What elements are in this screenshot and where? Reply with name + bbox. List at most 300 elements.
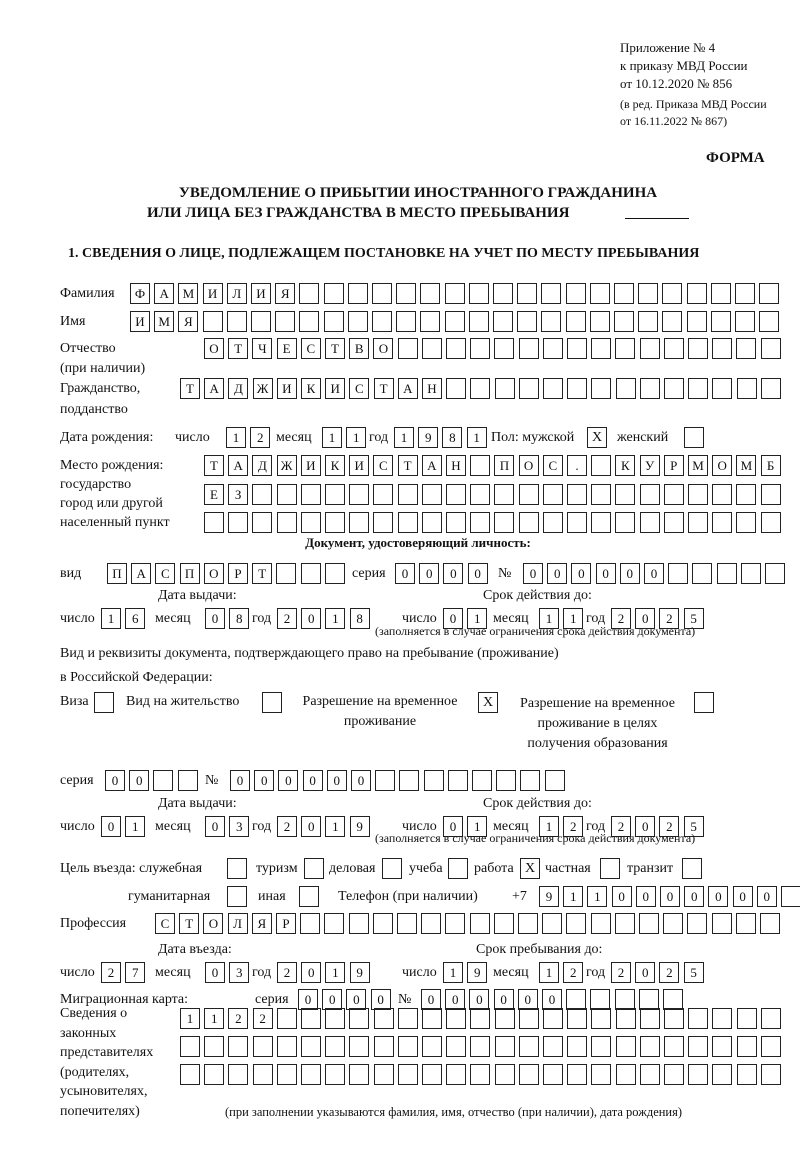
char-cell[interactable]: И (203, 283, 223, 304)
char-cell[interactable] (688, 512, 708, 533)
char-cell[interactable]: О (204, 338, 224, 359)
char-cell[interactable] (687, 311, 707, 332)
char-cell[interactable] (470, 455, 490, 476)
char-cell[interactable]: 0 (395, 563, 415, 584)
char-cell[interactable]: 1 (325, 608, 345, 629)
char-cell[interactable]: Л (227, 283, 247, 304)
char-cell[interactable] (446, 512, 466, 533)
char-cell[interactable]: И (251, 283, 271, 304)
char-cell[interactable] (663, 989, 683, 1010)
char-cell[interactable] (640, 1064, 660, 1085)
char-cell[interactable]: М (178, 283, 198, 304)
char-cell[interactable] (591, 1064, 611, 1085)
char-cell[interactable] (639, 913, 659, 934)
char-cell[interactable]: Ж (277, 455, 297, 476)
char-cell[interactable]: 0 (129, 770, 149, 791)
char-cell[interactable] (519, 1064, 539, 1085)
char-cell[interactable]: 0 (660, 886, 680, 907)
char-cell[interactable]: 5 (684, 816, 704, 837)
char-cell[interactable] (566, 283, 586, 304)
char-cell[interactable]: П (107, 563, 127, 584)
char-cell[interactable] (422, 1064, 442, 1085)
char-cell[interactable]: 1 (226, 427, 246, 448)
char-cell[interactable] (470, 512, 490, 533)
char-cell[interactable] (781, 886, 800, 907)
char-cell[interactable] (398, 484, 418, 505)
char-cell[interactable] (204, 512, 224, 533)
char-cell[interactable] (396, 311, 416, 332)
char-cell[interactable] (664, 1008, 684, 1029)
char-cell[interactable] (761, 338, 781, 359)
char-cell[interactable] (277, 512, 297, 533)
purpose-transit-checkbox[interactable] (682, 858, 702, 879)
char-cell[interactable] (688, 1008, 708, 1029)
char-cell[interactable]: 0 (101, 816, 121, 837)
char-cell[interactable]: 0 (371, 989, 391, 1010)
char-cell[interactable]: 0 (205, 816, 225, 837)
char-cell[interactable] (204, 1036, 224, 1057)
char-cell[interactable] (542, 913, 562, 934)
char-cell[interactable] (372, 311, 392, 332)
char-cell[interactable] (398, 1008, 418, 1029)
char-cell[interactable]: 0 (596, 563, 616, 584)
char-cell[interactable]: 5 (684, 608, 704, 629)
char-cell[interactable] (591, 455, 611, 476)
char-cell[interactable]: 8 (229, 608, 249, 629)
char-cell[interactable] (494, 338, 514, 359)
char-cell[interactable]: 0 (635, 608, 655, 629)
char-cell[interactable] (446, 1008, 466, 1029)
char-cell[interactable] (469, 311, 489, 332)
char-cell[interactable]: 9 (467, 962, 487, 983)
char-cell[interactable]: Т (252, 563, 272, 584)
char-cell[interactable] (640, 338, 660, 359)
char-cell[interactable]: 1 (539, 816, 559, 837)
char-cell[interactable]: О (373, 338, 393, 359)
char-cell[interactable]: Т (179, 913, 199, 934)
char-cell[interactable]: А (204, 378, 224, 399)
char-cell[interactable]: Т (325, 338, 345, 359)
char-cell[interactable]: 0 (443, 816, 463, 837)
char-cell[interactable] (591, 913, 611, 934)
char-cell[interactable] (567, 1036, 587, 1057)
temp-edu-checkbox[interactable] (694, 692, 714, 713)
char-cell[interactable] (228, 1064, 248, 1085)
char-cell[interactable] (299, 283, 319, 304)
char-cell[interactable] (375, 770, 395, 791)
char-cell[interactable] (495, 1036, 515, 1057)
char-cell[interactable] (495, 378, 515, 399)
char-cell[interactable] (664, 1064, 684, 1085)
char-cell[interactable] (640, 1036, 660, 1057)
char-cell[interactable] (591, 512, 611, 533)
char-cell[interactable]: 1 (563, 608, 583, 629)
char-cell[interactable] (662, 283, 682, 304)
char-cell[interactable]: С (373, 455, 393, 476)
char-cell[interactable]: 2 (253, 1008, 273, 1029)
char-cell[interactable]: 2 (101, 962, 121, 983)
char-cell[interactable] (590, 989, 610, 1010)
char-cell[interactable] (495, 1064, 515, 1085)
char-cell[interactable]: 9 (350, 962, 370, 983)
char-cell[interactable] (590, 283, 610, 304)
char-cell[interactable]: Т (398, 455, 418, 476)
char-cell[interactable] (422, 1008, 442, 1029)
char-cell[interactable] (180, 1064, 200, 1085)
char-cell[interactable] (422, 1036, 442, 1057)
char-cell[interactable] (543, 338, 563, 359)
char-cell[interactable]: 0 (518, 989, 538, 1010)
char-cell[interactable] (735, 311, 755, 332)
char-cell[interactable] (567, 512, 587, 533)
char-cell[interactable]: 0 (421, 989, 441, 1010)
char-cell[interactable] (692, 563, 712, 584)
char-cell[interactable]: Р (228, 563, 248, 584)
char-cell[interactable]: 1 (325, 816, 345, 837)
char-cell[interactable] (301, 484, 321, 505)
char-cell[interactable]: Я (275, 283, 295, 304)
char-cell[interactable]: 0 (620, 563, 640, 584)
char-cell[interactable]: И (325, 378, 345, 399)
char-cell[interactable] (277, 1036, 297, 1057)
char-cell[interactable]: Ч (252, 338, 272, 359)
char-cell[interactable]: С (349, 378, 369, 399)
char-cell[interactable] (717, 563, 737, 584)
char-cell[interactable] (615, 913, 635, 934)
char-cell[interactable] (711, 311, 731, 332)
char-cell[interactable]: 1 (467, 427, 487, 448)
char-cell[interactable] (687, 913, 707, 934)
char-cell[interactable] (736, 484, 756, 505)
char-cell[interactable]: 0 (571, 563, 591, 584)
char-cell[interactable] (712, 378, 732, 399)
char-cell[interactable] (253, 1036, 273, 1057)
char-cell[interactable] (446, 378, 466, 399)
char-cell[interactable] (299, 311, 319, 332)
char-cell[interactable] (688, 378, 708, 399)
char-cell[interactable]: И (301, 455, 321, 476)
char-cell[interactable]: П (180, 563, 200, 584)
char-cell[interactable]: 9 (418, 427, 438, 448)
char-cell[interactable] (566, 311, 586, 332)
char-cell[interactable]: Т (228, 338, 248, 359)
char-cell[interactable] (397, 913, 417, 934)
char-cell[interactable] (520, 770, 540, 791)
char-cell[interactable]: 1 (180, 1008, 200, 1029)
char-cell[interactable] (227, 311, 247, 332)
char-cell[interactable] (712, 1036, 732, 1057)
char-cell[interactable]: 1 (204, 1008, 224, 1029)
char-cell[interactable] (688, 1064, 708, 1085)
char-cell[interactable] (421, 913, 441, 934)
char-cell[interactable] (541, 283, 561, 304)
char-cell[interactable]: 8 (442, 427, 462, 448)
char-cell[interactable]: 1 (394, 427, 414, 448)
char-cell[interactable] (422, 484, 442, 505)
char-cell[interactable]: 2 (611, 962, 631, 983)
char-cell[interactable] (638, 311, 658, 332)
char-cell[interactable]: С (543, 455, 563, 476)
char-cell[interactable] (349, 913, 369, 934)
char-cell[interactable]: 7 (125, 962, 145, 983)
char-cell[interactable] (519, 1036, 539, 1057)
char-cell[interactable] (639, 989, 659, 1010)
char-cell[interactable]: 2 (228, 1008, 248, 1029)
char-cell[interactable]: М (154, 311, 174, 332)
purpose-study-checkbox[interactable] (448, 858, 468, 879)
char-cell[interactable]: Р (664, 455, 684, 476)
char-cell[interactable] (373, 512, 393, 533)
purpose-service-checkbox[interactable] (227, 858, 247, 879)
char-cell[interactable]: 0 (757, 886, 777, 907)
char-cell[interactable] (518, 913, 538, 934)
char-cell[interactable] (640, 1008, 660, 1029)
char-cell[interactable] (348, 311, 368, 332)
purpose-other-checkbox[interactable] (299, 886, 319, 907)
char-cell[interactable] (566, 913, 586, 934)
char-cell[interactable] (687, 283, 707, 304)
char-cell[interactable]: О (712, 455, 732, 476)
char-cell[interactable]: К (301, 378, 321, 399)
char-cell[interactable] (545, 770, 565, 791)
char-cell[interactable]: А (228, 455, 248, 476)
char-cell[interactable] (712, 913, 732, 934)
char-cell[interactable] (301, 1064, 321, 1085)
char-cell[interactable] (663, 913, 683, 934)
char-cell[interactable] (737, 1036, 757, 1057)
char-cell[interactable]: К (325, 455, 345, 476)
char-cell[interactable] (374, 1008, 394, 1029)
char-cell[interactable]: А (131, 563, 151, 584)
char-cell[interactable] (324, 913, 344, 934)
char-cell[interactable] (325, 512, 345, 533)
char-cell[interactable] (372, 283, 392, 304)
char-cell[interactable] (253, 1064, 273, 1085)
char-cell[interactable]: Я (178, 311, 198, 332)
char-cell[interactable]: 0 (733, 886, 753, 907)
purpose-private-checkbox[interactable] (600, 858, 620, 879)
char-cell[interactable]: 1 (322, 427, 342, 448)
char-cell[interactable]: Д (252, 455, 272, 476)
char-cell[interactable] (519, 338, 539, 359)
char-cell[interactable] (712, 484, 732, 505)
char-cell[interactable] (712, 512, 732, 533)
char-cell[interactable]: З (228, 484, 248, 505)
char-cell[interactable]: 1 (467, 816, 487, 837)
res-permit-checkbox[interactable] (262, 692, 282, 713)
char-cell[interactable] (519, 512, 539, 533)
char-cell[interactable] (741, 563, 761, 584)
char-cell[interactable]: Е (204, 484, 224, 505)
char-cell[interactable] (543, 1036, 563, 1057)
char-cell[interactable]: В (349, 338, 369, 359)
char-cell[interactable] (398, 512, 418, 533)
char-cell[interactable] (301, 1008, 321, 1029)
char-cell[interactable] (348, 283, 368, 304)
char-cell[interactable] (761, 1036, 781, 1057)
char-cell[interactable] (541, 311, 561, 332)
char-cell[interactable] (761, 378, 781, 399)
char-cell[interactable] (736, 913, 756, 934)
char-cell[interactable] (349, 1064, 369, 1085)
char-cell[interactable] (374, 1036, 394, 1057)
char-cell[interactable] (495, 1008, 515, 1029)
char-cell[interactable] (761, 512, 781, 533)
char-cell[interactable] (737, 1008, 757, 1029)
char-cell[interactable]: 6 (125, 608, 145, 629)
char-cell[interactable]: У (640, 455, 660, 476)
char-cell[interactable] (737, 1064, 757, 1085)
char-cell[interactable] (616, 378, 636, 399)
char-cell[interactable]: 0 (443, 608, 463, 629)
char-cell[interactable]: 0 (327, 770, 347, 791)
char-cell[interactable]: 0 (443, 563, 463, 584)
char-cell[interactable] (496, 770, 516, 791)
char-cell[interactable]: 3 (229, 816, 249, 837)
char-cell[interactable] (761, 1008, 781, 1029)
char-cell[interactable] (567, 1008, 587, 1029)
char-cell[interactable]: А (422, 455, 442, 476)
char-cell[interactable]: 0 (254, 770, 274, 791)
char-cell[interactable] (446, 338, 466, 359)
char-cell[interactable]: 0 (303, 770, 323, 791)
temp-permit-checkbox[interactable]: X (478, 692, 498, 713)
char-cell[interactable] (517, 283, 537, 304)
char-cell[interactable] (712, 1008, 732, 1029)
char-cell[interactable]: 9 (539, 886, 559, 907)
char-cell[interactable] (470, 913, 490, 934)
char-cell[interactable] (591, 378, 611, 399)
char-cell[interactable]: 5 (684, 962, 704, 983)
char-cell[interactable]: 1 (443, 962, 463, 983)
char-cell[interactable] (640, 512, 660, 533)
char-cell[interactable] (472, 770, 492, 791)
char-cell[interactable] (712, 338, 732, 359)
char-cell[interactable]: Ж (253, 378, 273, 399)
char-cell[interactable] (424, 770, 444, 791)
char-cell[interactable] (711, 283, 731, 304)
char-cell[interactable] (543, 1008, 563, 1029)
char-cell[interactable] (420, 283, 440, 304)
char-cell[interactable]: 0 (635, 962, 655, 983)
char-cell[interactable] (736, 512, 756, 533)
char-cell[interactable]: Н (446, 455, 466, 476)
char-cell[interactable]: 2 (659, 816, 679, 837)
char-cell[interactable]: О (203, 913, 223, 934)
char-cell[interactable] (470, 1008, 490, 1029)
char-cell[interactable] (640, 378, 660, 399)
char-cell[interactable]: 0 (708, 886, 728, 907)
char-cell[interactable]: 0 (547, 563, 567, 584)
char-cell[interactable] (228, 512, 248, 533)
char-cell[interactable]: Е (277, 338, 297, 359)
char-cell[interactable] (374, 1064, 394, 1085)
char-cell[interactable] (735, 283, 755, 304)
char-cell[interactable] (567, 378, 587, 399)
char-cell[interactable] (616, 1064, 636, 1085)
char-cell[interactable]: М (736, 455, 756, 476)
char-cell[interactable]: 1 (346, 427, 366, 448)
char-cell[interactable] (324, 311, 344, 332)
char-cell[interactable] (664, 484, 684, 505)
char-cell[interactable] (446, 484, 466, 505)
char-cell[interactable] (668, 563, 688, 584)
char-cell[interactable] (494, 484, 514, 505)
char-cell[interactable] (638, 283, 658, 304)
char-cell[interactable] (712, 1064, 732, 1085)
char-cell[interactable]: 0 (635, 816, 655, 837)
purpose-tourism-checkbox[interactable] (304, 858, 324, 879)
char-cell[interactable] (277, 484, 297, 505)
char-cell[interactable]: 2 (563, 816, 583, 837)
char-cell[interactable] (325, 1036, 345, 1057)
char-cell[interactable] (662, 311, 682, 332)
char-cell[interactable]: 0 (523, 563, 543, 584)
char-cell[interactable]: 2 (659, 608, 679, 629)
char-cell[interactable] (204, 1064, 224, 1085)
char-cell[interactable]: 0 (445, 989, 465, 1010)
char-cell[interactable] (493, 311, 513, 332)
char-cell[interactable] (325, 484, 345, 505)
char-cell[interactable]: 2 (277, 608, 297, 629)
visa-checkbox[interactable] (94, 692, 114, 713)
char-cell[interactable]: Д (228, 378, 248, 399)
char-cell[interactable]: О (519, 455, 539, 476)
char-cell[interactable]: 2 (563, 962, 583, 983)
char-cell[interactable]: Б (761, 455, 781, 476)
char-cell[interactable] (251, 311, 271, 332)
char-cell[interactable] (275, 311, 295, 332)
char-cell[interactable]: 0 (322, 989, 342, 1010)
char-cell[interactable] (469, 283, 489, 304)
char-cell[interactable] (445, 283, 465, 304)
purpose-business-checkbox[interactable] (382, 858, 402, 879)
char-cell[interactable] (567, 1064, 587, 1085)
char-cell[interactable]: А (154, 283, 174, 304)
char-cell[interactable] (664, 338, 684, 359)
char-cell[interactable] (252, 484, 272, 505)
char-cell[interactable] (543, 484, 563, 505)
char-cell[interactable] (349, 512, 369, 533)
char-cell[interactable] (765, 563, 785, 584)
char-cell[interactable] (543, 512, 563, 533)
char-cell[interactable]: М (688, 455, 708, 476)
char-cell[interactable]: 0 (298, 989, 318, 1010)
char-cell[interactable] (470, 484, 490, 505)
char-cell[interactable]: 3 (229, 962, 249, 983)
char-cell[interactable] (324, 283, 344, 304)
char-cell[interactable] (664, 1036, 684, 1057)
char-cell[interactable] (373, 913, 393, 934)
char-cell[interactable] (591, 484, 611, 505)
sex-female-checkbox[interactable] (684, 427, 704, 448)
char-cell[interactable]: П (494, 455, 514, 476)
char-cell[interactable] (325, 563, 345, 584)
char-cell[interactable] (567, 484, 587, 505)
char-cell[interactable]: 9 (350, 816, 370, 837)
char-cell[interactable] (517, 311, 537, 332)
char-cell[interactable] (399, 770, 419, 791)
char-cell[interactable]: 1 (325, 962, 345, 983)
char-cell[interactable]: 0 (346, 989, 366, 1010)
char-cell[interactable]: 0 (205, 962, 225, 983)
char-cell[interactable] (448, 770, 468, 791)
char-cell[interactable]: С (301, 338, 321, 359)
char-cell[interactable]: 1 (539, 962, 559, 983)
char-cell[interactable] (373, 484, 393, 505)
char-cell[interactable]: 1 (101, 608, 121, 629)
char-cell[interactable] (445, 311, 465, 332)
